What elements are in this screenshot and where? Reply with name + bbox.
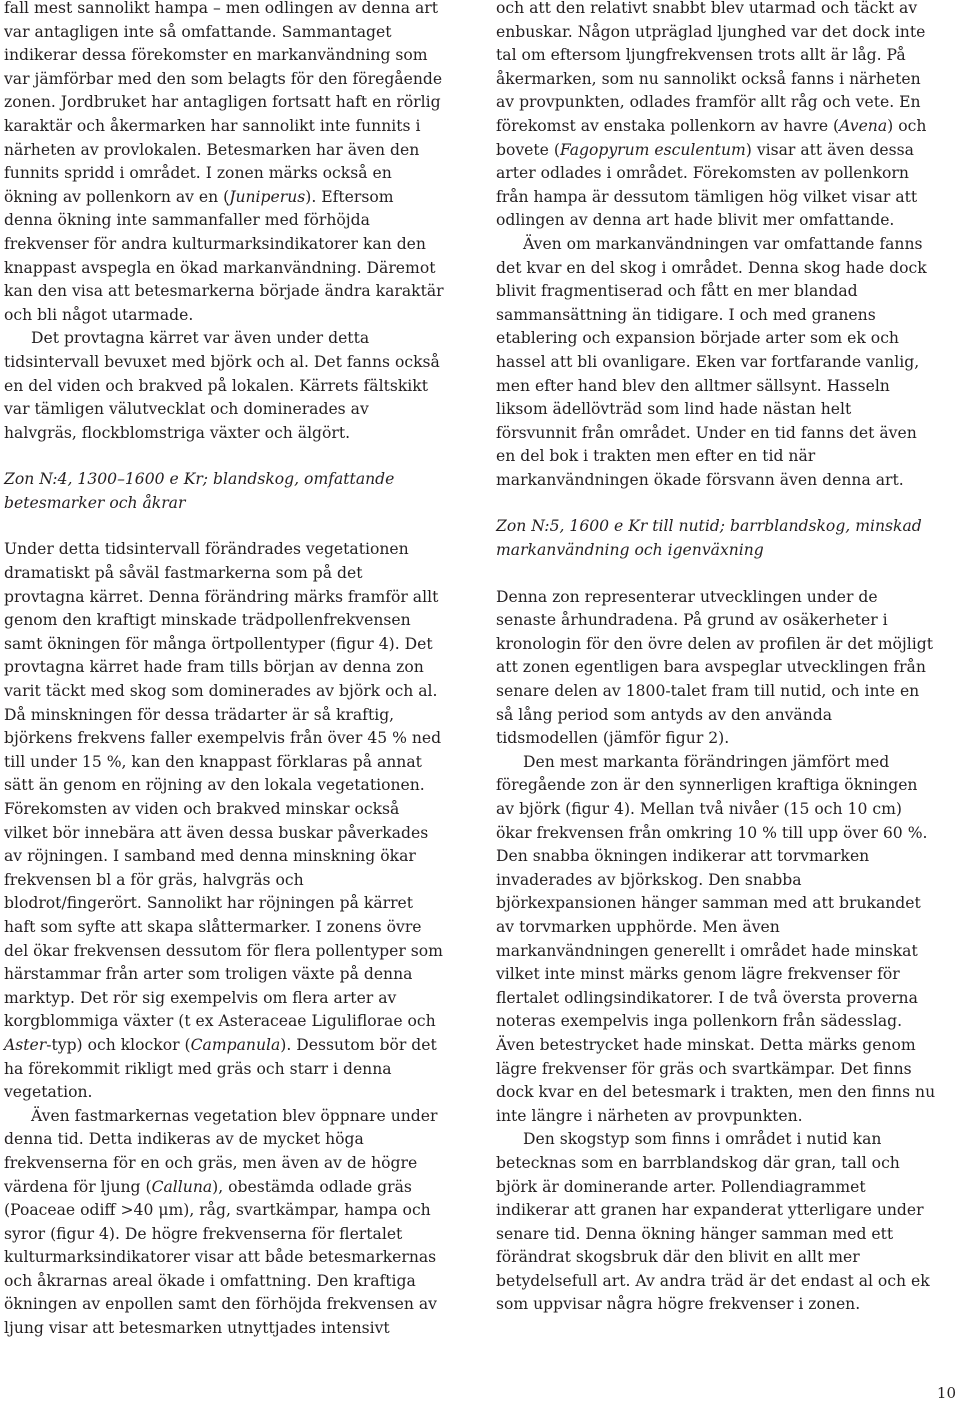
text-span: ) och bovete ( [496,116,927,159]
text-span: ) visar att även dessa arter odlades i området. Förekomsten av pollenkorn från hampa är dessutom tämligen hög vilket visar att odlingen av denna art hade blivit mer omfattande. [496,140,918,230]
text-span: -typ) och klockor ( [46,1035,191,1054]
page-number: 10 [936,1384,956,1402]
right-paragraph-1 [496,0,936,233]
left-paragraph-3 [4,538,444,1104]
right-column [496,0,936,1317]
text-span: ). Dessutom bör det ha förekommit rikligt med gräs och starr i denna vegetation. [4,1035,437,1102]
taxon-italic: Campanula [190,1035,281,1054]
text-span: ), obestämda odlade gräs (Poaceae odiff >40 μm), råg, svartkämpar, hampa och syror (figur 4). De högre frekvenserna för flertalet kulturmarksindikatorer visar att både betesmarkernas och åkrarnas areal ökade i omfattning. Den kraftiga ökningen av enpollen samt den förhöjda frekvensen av ljung visar att betesmarken utnyttjades intensivt [4,1177,437,1338]
taxon-italic: Juniperus [229,187,306,206]
text-span: och att den relativt snabbt blev utarmad och täckt av enbuskar. Någon utpräglad ljunghed var det dock inte tal om eftersom ljungfrekvensen trots allt är låg. På åkermarken, som nu sannolikt också fanns i närheten av provpunkten, odlades framför allt råg och vete. En förekomst av enstaka pollenkorn av havre ( [496,0,926,135]
right-paragraph-4: Den mest markanta förändringen jämfört med föregående zon är den synnerligen kraftiga ökningen av björk (figur 4). Mellan två nivåer (15 och 10 cm) ökar frekvensen från omkring 10 % till upp över 60 %. Den snabba ökningen indikerar att torvmarken invaderades av björkskog. Den snabba björkexpansionen hänger samman med att brukandet av torvmarken upphörde. Men även markanvändningen generellt i området hade minskat vilket inte minst märks genom lägre frekvenser för flertalet odlingsindikatorer. I de två översta proverna noteras exempelvis inga pollenkorn från sädesslag. Även betestrycket hade minskat. Detta märks genom lägre frekvenser för gräs och svartkämpar. Det finns dock kvar en del betesmark i trakten, men den finns nu inte längre i närheten av provpunkten. [496,752,936,1125]
left-column [4,0,444,1341]
text-span: ). Eftersom denna ökning inte sammanfaller med förhöjda frekvenser för andra kulturmarksindikatorer kan den knappast avspegla en ökad markanvändning. Däremot kan den visa att betesmarkerna började ändra karaktär och bli något utarmade. [4,187,444,324]
text-span: Under detta tidsintervall förändrades vegetationen dramatiskt på såväl fastmarkerna som på det provtagna kärret. Denna förändring märks framför allt genom den kraftigt minskade trädpollenfrekvensen samt ökningen för många örtpollentyper (figur 4). Det provtagna kärret hade fram tills början av denna zon varit täckt med skog som dominerades av björk och al. Då minskningen för dessa trädarter är så kraftig, björkens frekvens faller exempelvis från över 45 % ned till under 15 %, kan den knappast förklaras på annat sätt än genom en röjning av den lokala vegetationen. Förekomsten av viden och brakved minskar också vilket bör innebära att även dessa buskar påverkades av röjningen. I samband med denna minskning ökar frekvensen bl a för gräs, halvgräs och blodrot/fingerört. Sannolikt har röjningen på kärret haft som syfte att skapa slåttermarker. I zonens övre del ökar frekvensen dessutom för flera pollentyper som härstammar från arter som troligen växte på denna marktyp. Det rör sig exempelvis om flera arter av korgblommiga växter (t ex Asteraceae Liguliflorae och [4,540,443,1031]
right-paragraph-3: Denna zon representerar utvecklingen under de senaste århundradena. På grund av osäkerheter i kronologin för den övre delen av profilen är det möjligt att zonen egentligen bara avspeglar utvecklingen från senare delen av 1800-talet fram till nutid, och inte en så lång period som antyds av den använda tidsmodellen (jämför figur 2). [496,587,933,748]
text-span: Även fastmarkernas vegetation blev öppnare under denna tid. Detta indikeras av de mycket höga frekvenserna för en och gräs, men även av de högre värdena för ljung ( [4,1106,438,1196]
left-paragraph-4 [4,1105,444,1341]
taxon-italic: Aster [4,1035,47,1054]
section-heading-zon-n4: Zon N:4, 1300–1600 e Kr; blandskog, omfattande betesmarker och åkrar [4,470,395,512]
section-heading-zon-n5: Zon N:5, 1600 e Kr till nutid; barrblandskog, minskad markanvändning och igenväxning [496,517,922,560]
taxon-italic: Fagopyrum esculentum [559,140,746,159]
left-paragraph-2: Det provtagna kärret var även under detta tidsintervall bevuxet med björk och al. Det fanns också en del viden och brakved på lokalen. Kärrets fältskikt var tämligen välutvecklat och dominerades av halvgräs, flockblomstriga växter och älgört. [4,329,440,442]
right-paragraph-5: Den skogstyp som finns i området i nutid kan betecknas som en barrblandskog där gran, tall och björk är dominerande arter. Pollendiagrammet indikerar att granen har expanderat ytterligare under senare tid. Denna ökning hänger samman med ett förändrat skogsbruk där den blivit en allt mer betydelsefull art. Av andra träd är det endast al och ek som uppvisar några högre frekvenser i zonen. [496,1130,930,1314]
taxon-italic: Avena [839,116,888,135]
text-span: fall mest sannolikt hampa – men odlingen av denna art var antagligen inte så omfattande. Sammantaget indikerar dessa förekomster en markanvändning som var jämförbar med den som belagts för den föregående zonen. Jordbruket har antagligen fortsatt haft en rörlig karaktär och åkermarken har sannolikt inte funnits i närheten av provlokalen. Betesmarken har även den funnits spridd i området. I zonen märks också en ökning av pollenkorn av en ( [4,0,443,206]
right-paragraph-2: Även om markanvändningen var omfattande fanns det kvar en del skog i området. Denna skog hade dock blivit fragmentiserad och fått en mer blandad sammansättning än tidigare. I och med granens etablering och expansion började arter som ek och hassel att bli ovanligare. Eken var fortfarande vanlig, men efter hand blev den alltmer sällsynt. Hasseln liksom ädellövträd som lind hade nästan helt försvunnit från området. Under en tid fanns det även en del bok i trakten men efter en tid när markanvändningen ökade försvann även denna art. [496,234,927,489]
taxon-italic: Calluna [151,1177,213,1196]
left-paragraph-1 [4,0,444,327]
